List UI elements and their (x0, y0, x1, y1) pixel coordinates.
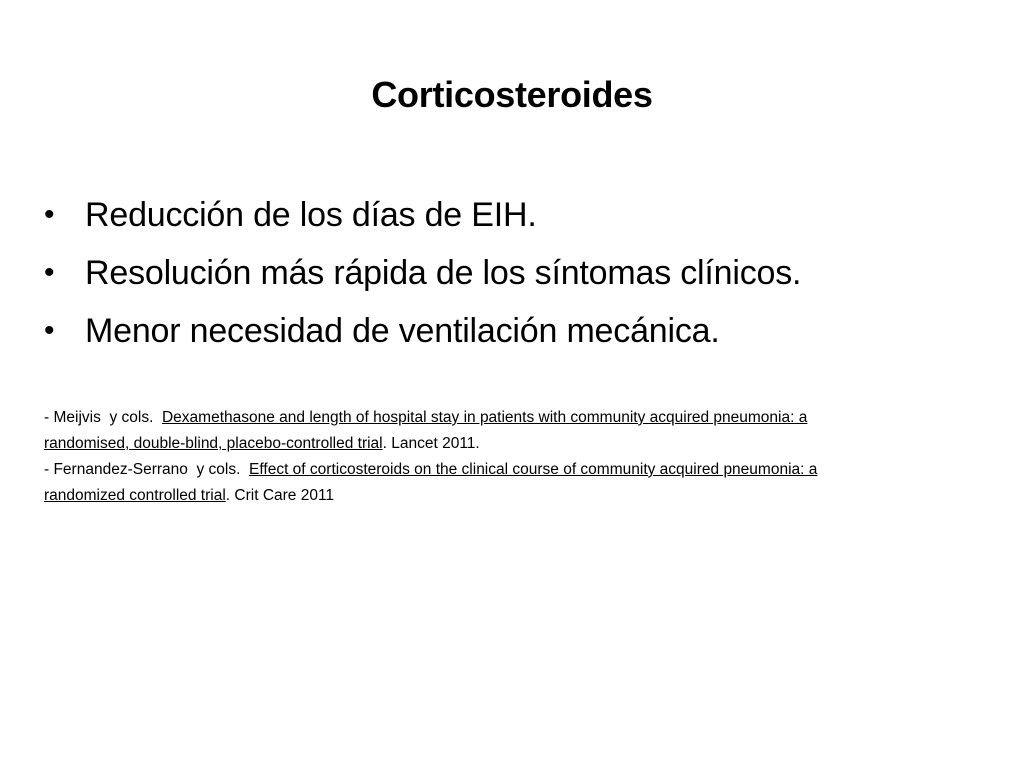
bullet-list (44, 186, 1004, 360)
reference-source: . Crit Care 2011 (225, 487, 335, 504)
bullet-text: Menor necesidad de ventilación mecánica. (85, 312, 720, 350)
bullet-dot-icon: • (44, 198, 55, 231)
bullet-item (44, 186, 1004, 244)
reference-line (44, 405, 964, 431)
reference-title-link[interactable]: Dexamethasone and length of hospital stay in patients with community acquired pneumonia: a (161, 409, 808, 426)
reference-title-link[interactable]: randomized controlled trial (44, 487, 226, 504)
reference-line (44, 483, 964, 509)
bullet-item (44, 244, 1004, 302)
bullet-item (44, 302, 1004, 360)
reference-source: . Lancet 2011. (382, 435, 480, 452)
references (44, 405, 964, 509)
reference-authors: - Fernandez-Serrano y cols. (44, 461, 250, 478)
bullet-text: Resolución más rápida de los síntomas clínicos. (85, 254, 802, 292)
reference-title-link[interactable]: randomised, double-blind, placebo-controlled trial (44, 435, 383, 452)
reference-line (44, 431, 964, 457)
bullet-dot-icon: • (44, 314, 55, 347)
bullet-text: Reducción de los días de EIH. (85, 196, 537, 234)
bullet-dot-icon: • (44, 256, 55, 289)
slide-title: Corticosteroides (371, 74, 653, 115)
reference-line (44, 457, 964, 483)
reference-authors: - Meijvis y cols. (44, 409, 162, 426)
reference-title-link[interactable]: Effect of corticosteroids on the clinical course of community acquired pneumonia: a (249, 461, 818, 478)
